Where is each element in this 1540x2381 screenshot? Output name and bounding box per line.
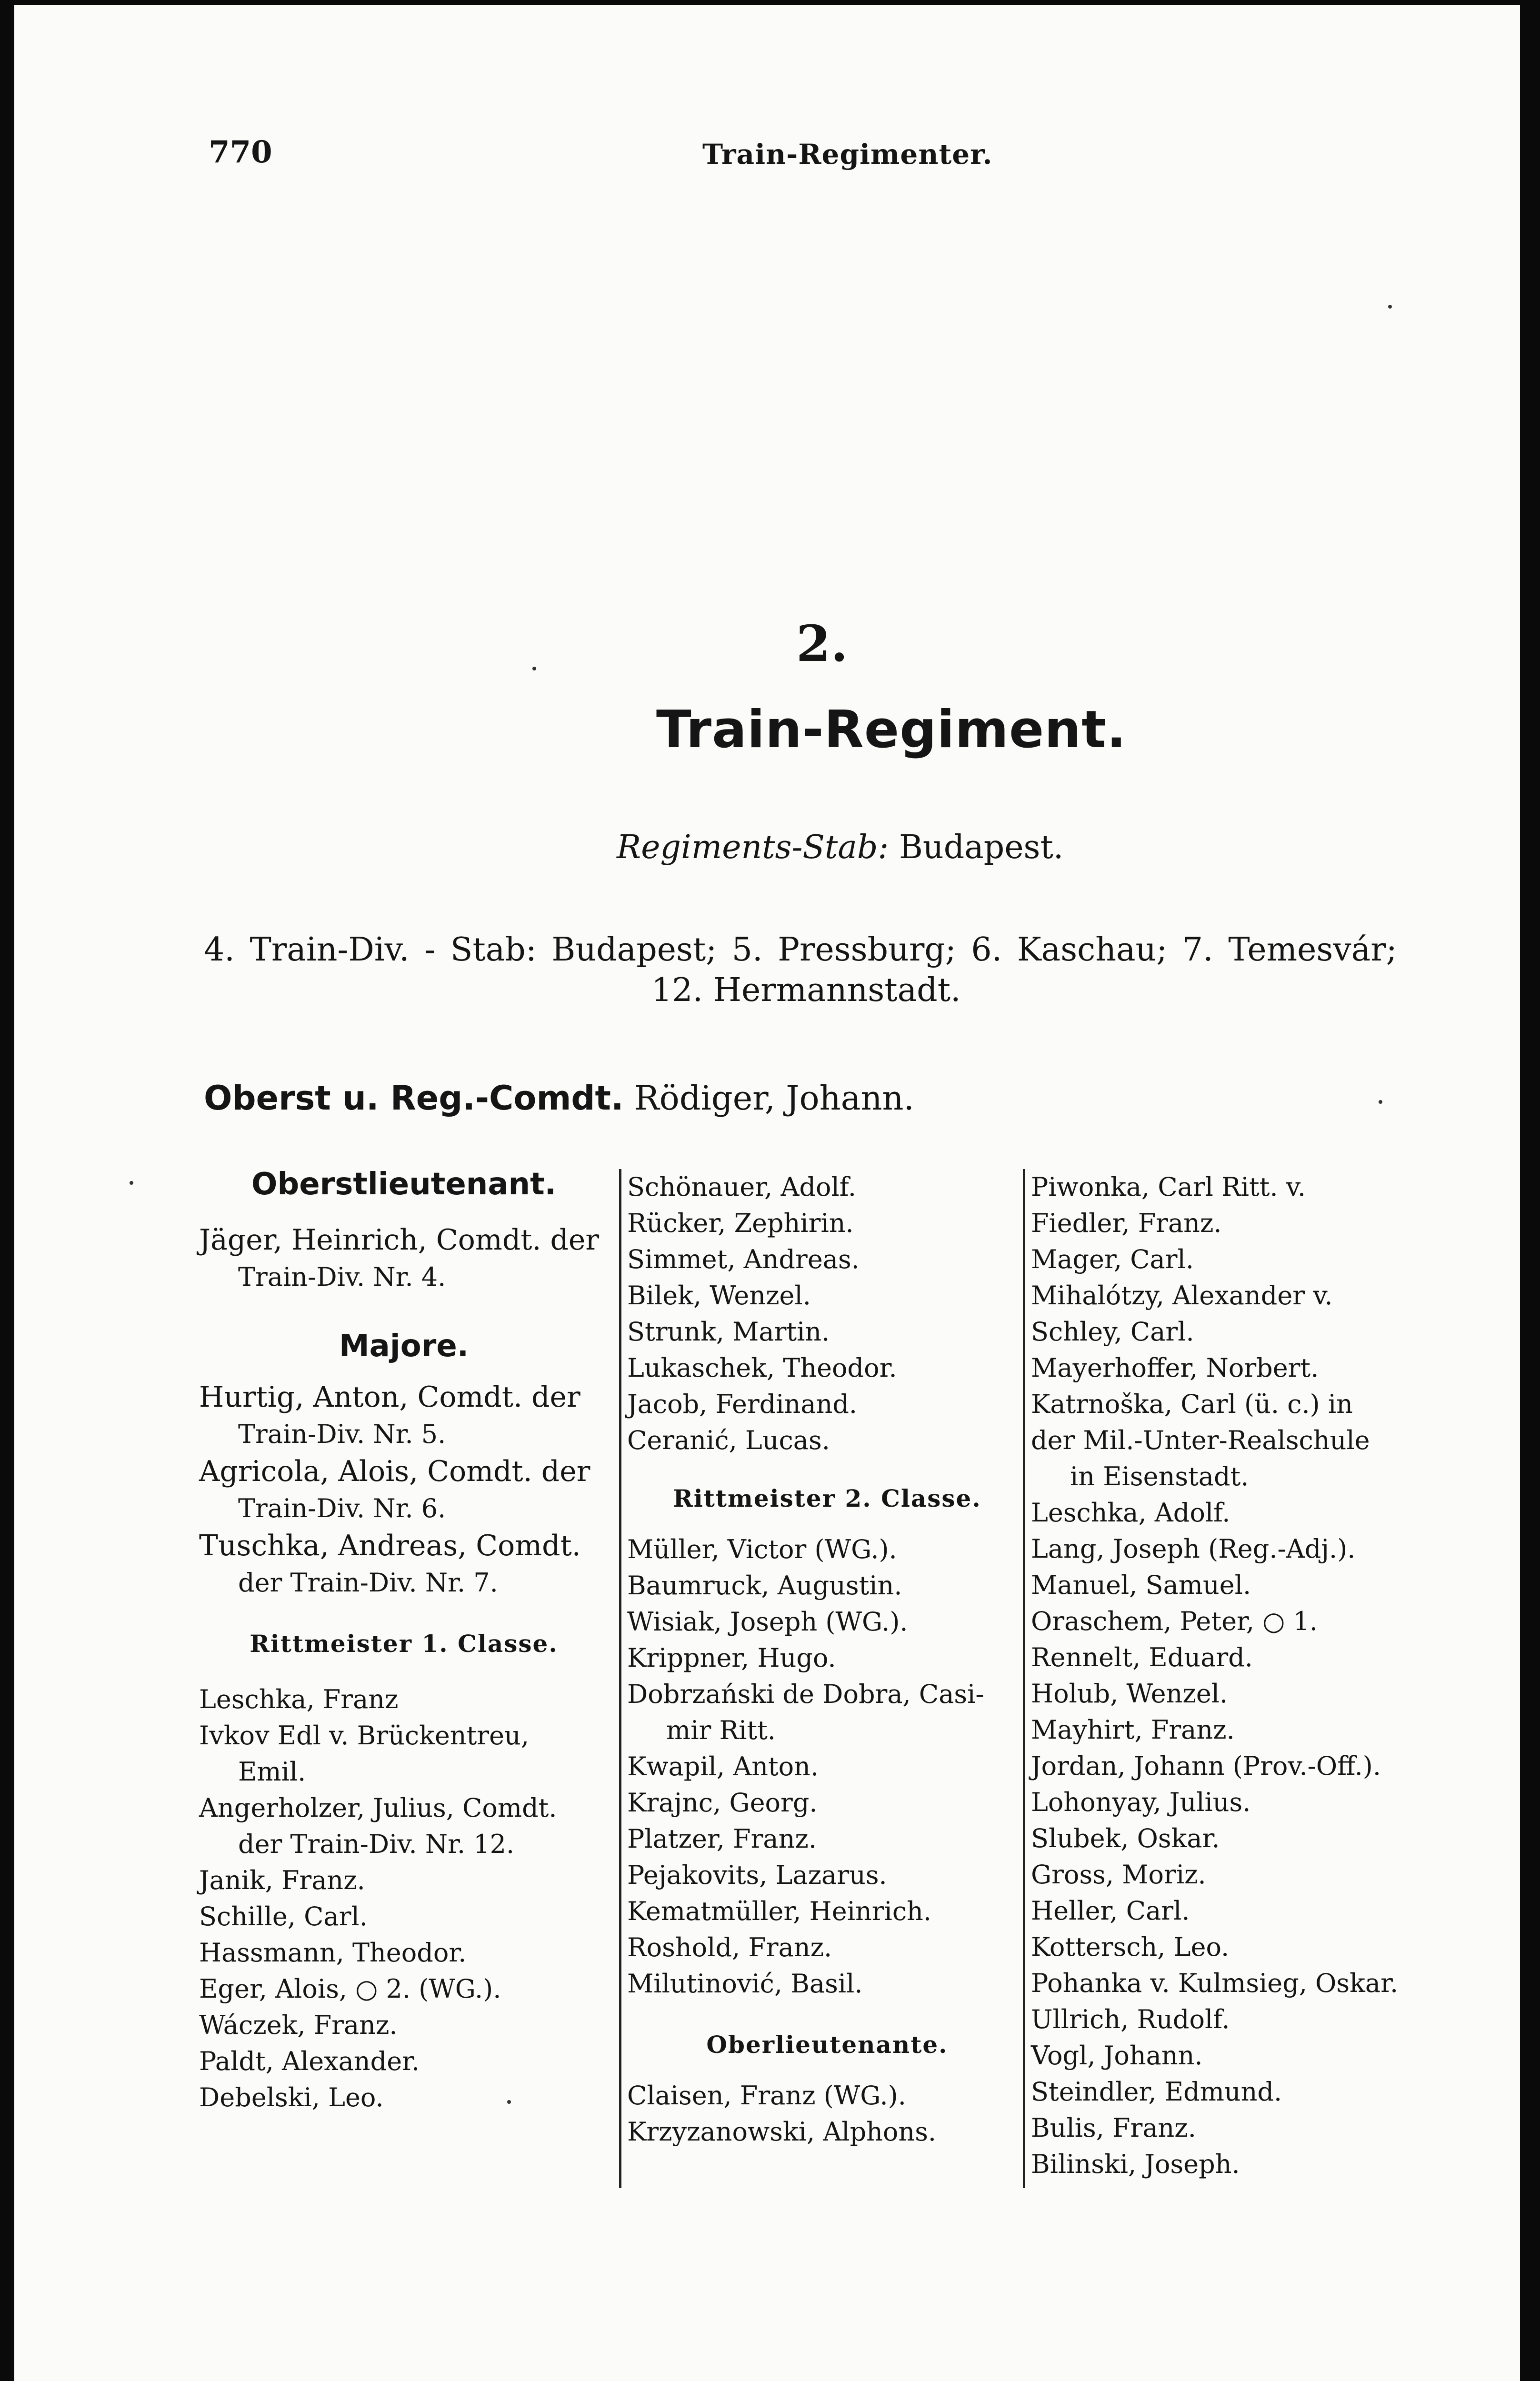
list-item: der Train-Div. Nr. 12. [238, 1829, 515, 1859]
list-item: Baumruck, Augustin. [627, 1571, 902, 1601]
list-item: Slubek, Oskar. [1031, 1823, 1220, 1853]
heading-oberlieutenante: Oberlieutenante. [706, 2031, 948, 2059]
stab-place: Budapest. [899, 829, 1064, 866]
list-item: Krzyzanowski, Alphons. [627, 2117, 937, 2147]
heading-majore: Majore. [339, 1329, 469, 1364]
list-item: Krippner, Hugo. [627, 1643, 836, 1673]
list-item: Pejakovits, Lazarus. [627, 1860, 887, 1890]
list-item: Claisen, Franz (WG.). [627, 2081, 906, 2111]
list-item: Lang, Joseph (Reg.-Adj.). [1031, 1534, 1356, 1564]
list-item: Schönauer, Adolf. [627, 1172, 857, 1202]
list-item: Wáczek, Franz. [199, 2010, 398, 2040]
list-item: Fiedler, Franz. [1031, 1208, 1222, 1238]
list-item: Ivkov Edl v. Brückentreu, [199, 1721, 529, 1751]
list-item: Kwapil, Anton. [627, 1751, 819, 1781]
list-item: Simmet, Andreas. [627, 1244, 860, 1274]
divisions-line-2: 12. Hermannstadt. [651, 971, 961, 1009]
list-item: Milutinović, Basil. [627, 1969, 863, 1999]
list-item: Müller, Victor (WG.). [627, 1534, 897, 1564]
list-item: Jacob, Ferdinand. [627, 1389, 858, 1419]
list-item: Eger, Alois, ○ 2. (WG.). [199, 1974, 501, 2004]
running-head: Train-Regimenter. [702, 138, 993, 170]
list-item: Schley, Carl. [1031, 1317, 1194, 1347]
page-number: 770 [209, 134, 272, 170]
list-item: Pohanka v. Kulmsieg, Oskar. [1031, 1968, 1399, 1998]
list-item: Katrnoška, Carl (ü. c.) in [1031, 1389, 1353, 1419]
list-item: Manuel, Samuel. [1031, 1570, 1251, 1600]
list-item: Train-Div. Nr. 6. [238, 1493, 446, 1523]
list-item: Paldt, Alexander. [199, 2046, 420, 2076]
list-item: Janik, Franz. [199, 1865, 365, 1895]
list-item: Kottersch, Leo. [1031, 1932, 1230, 1962]
list-item: Bulis, Franz. [1031, 2113, 1196, 2143]
oberst-label: Oberst u. Reg.-Comdt. [204, 1079, 624, 1118]
column-2 [619, 1169, 1027, 2188]
list-item: Rennelt, Eduard. [1031, 1642, 1253, 1672]
list-item: Holub, Wenzel. [1031, 1679, 1228, 1709]
list-item: Krajnc, Georg. [627, 1788, 818, 1818]
list-item: Vogl, Johann. [1031, 2041, 1203, 2071]
list-item: Bilinski, Joseph. [1031, 2149, 1240, 2179]
scan-speck [130, 1181, 133, 1185]
list-item: Mihalótzy, Alexander v. [1031, 1281, 1333, 1311]
list-item: der Mil.-Unter-Realschule [1031, 1425, 1370, 1455]
list-item: Rücker, Zephirin. [627, 1208, 854, 1238]
list-item: Hassmann, Theodor. [199, 1938, 467, 1968]
list-item: Agricola, Alois, Comdt. der [199, 1455, 590, 1488]
list-item: Ceranić, Lucas. [627, 1425, 830, 1455]
list-item: Schille, Carl. [199, 1901, 368, 1931]
list-item: Leschka, Franz [199, 1684, 399, 1714]
list-item: Emil. [238, 1757, 306, 1787]
list-item: Dobrzański de Dobra, Casi- [627, 1679, 984, 1709]
list-item: Mayhirt, Franz. [1031, 1715, 1235, 1745]
list-item: der Train-Div. Nr. 7. [238, 1568, 498, 1598]
list-item: Gross, Moriz. [1031, 1860, 1206, 1890]
list-item: in Eisenstadt. [1070, 1461, 1249, 1491]
list-item: Ullrich, Rudolf. [1031, 2004, 1230, 2034]
list-item: Kematmüller, Heinrich. [627, 1896, 932, 1926]
scan-speck [532, 667, 536, 670]
heading-rittmeister-2: Rittmeister 2. Classe. [673, 1484, 981, 1512]
list-item: Heller, Carl. [1031, 1896, 1190, 1926]
heading-oberstlieutenant: Oberstlieutenant. [251, 1167, 556, 1202]
column-1 [199, 1167, 609, 2116]
regiment-title: Train-Regiment. [656, 700, 1127, 760]
list-item: Debelski, Leo. [199, 2082, 384, 2112]
divisions-line-1: 4. Train-Div. - Stab: Budapest; 5. Pressburg; 6. Kaschau; 7. Temesvár; [204, 931, 1397, 969]
list-item: Mayerhoffer, Norbert. [1031, 1353, 1319, 1383]
oberst-name: Rödiger, Johann. [634, 1079, 914, 1118]
list-item: Jäger, Heinrich, Comdt. der [199, 1223, 600, 1257]
list-item: Leschka, Adolf. [1031, 1498, 1230, 1528]
stab-label: Regiments-Stab: [617, 829, 889, 866]
list-item: Mager, Carl. [1031, 1244, 1194, 1274]
column-3 [1023, 1169, 1450, 2188]
list-item: Tuschka, Andreas, Comdt. [199, 1529, 581, 1562]
scan-speck [1388, 305, 1392, 309]
list-item: Roshold, Franz. [627, 1932, 832, 1962]
regiment-number: 2. [796, 614, 848, 673]
list-item: Hurtig, Anton, Comdt. der [199, 1381, 580, 1414]
list-item: Piwonka, Carl Ritt. v. [1031, 1172, 1306, 1202]
regiments-stab [617, 829, 1063, 866]
list-item: Train-Div. Nr. 5. [238, 1419, 446, 1449]
list-item: Bilek, Wenzel. [627, 1281, 811, 1311]
list-item: Angerholzer, Julius, Comdt. [199, 1793, 557, 1823]
list-item: Wisiak, Joseph (WG.). [627, 1607, 908, 1637]
list-item: Steindler, Edmund. [1031, 2077, 1282, 2107]
list-item: Lohonyay, Julius. [1031, 1787, 1251, 1817]
list-item: Strunk, Martin. [627, 1317, 830, 1347]
list-item: Jordan, Johann (Prov.-Off.). [1031, 1751, 1381, 1781]
list-item: Oraschem, Peter, ○ 1. [1031, 1606, 1318, 1636]
heading-rittmeister-1: Rittmeister 1. Classe. [250, 1630, 558, 1658]
scan-speck [1379, 1100, 1382, 1104]
list-item: Train-Div. Nr. 4. [238, 1262, 446, 1292]
list-item: Lukaschek, Theodor. [627, 1353, 897, 1383]
scan-speck [507, 2100, 511, 2104]
oberst-line [204, 1079, 914, 1118]
list-item: mir Ritt. [666, 1715, 776, 1745]
list-item: Platzer, Franz. [627, 1824, 817, 1854]
